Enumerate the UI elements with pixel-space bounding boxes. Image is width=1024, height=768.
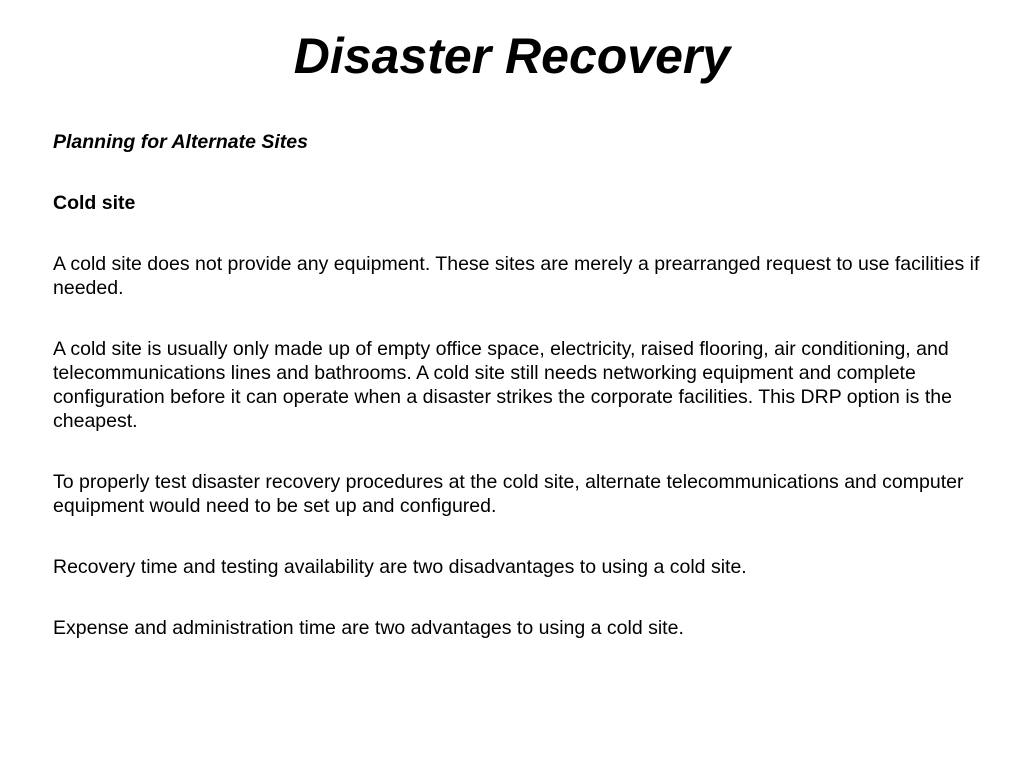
slide-body	[53, 130, 988, 677]
slide-title: Disaster Recovery	[293, 28, 731, 84]
paragraph-2: A cold site is usually only made up of empty office space, electricity, raised flooring, air conditioning, and telecommunications lines and bathrooms. A cold site still needs networking equipment and complete configuration before it can operate when a disaster strikes the corporate facilities. This DRP option is the cheapest.	[53, 338, 952, 432]
paragraph-1: A cold site does not provide any equipment. These sites are merely a prearranged request to use facilities if needed.	[53, 253, 980, 299]
section-heading: Cold site	[53, 192, 136, 214]
paragraph-5: Expense and administration time are two advantages to using a cold site.	[53, 617, 684, 639]
paragraph-3: To properly test disaster recovery procedures at the cold site, alternate telecommunications and computer equipment would need to be set up and configured.	[53, 471, 964, 517]
slide-subtitle: Planning for Alternate Sites	[53, 131, 308, 153]
paragraph-4: Recovery time and testing availability are two disadvantages to using a cold site.	[53, 556, 747, 578]
